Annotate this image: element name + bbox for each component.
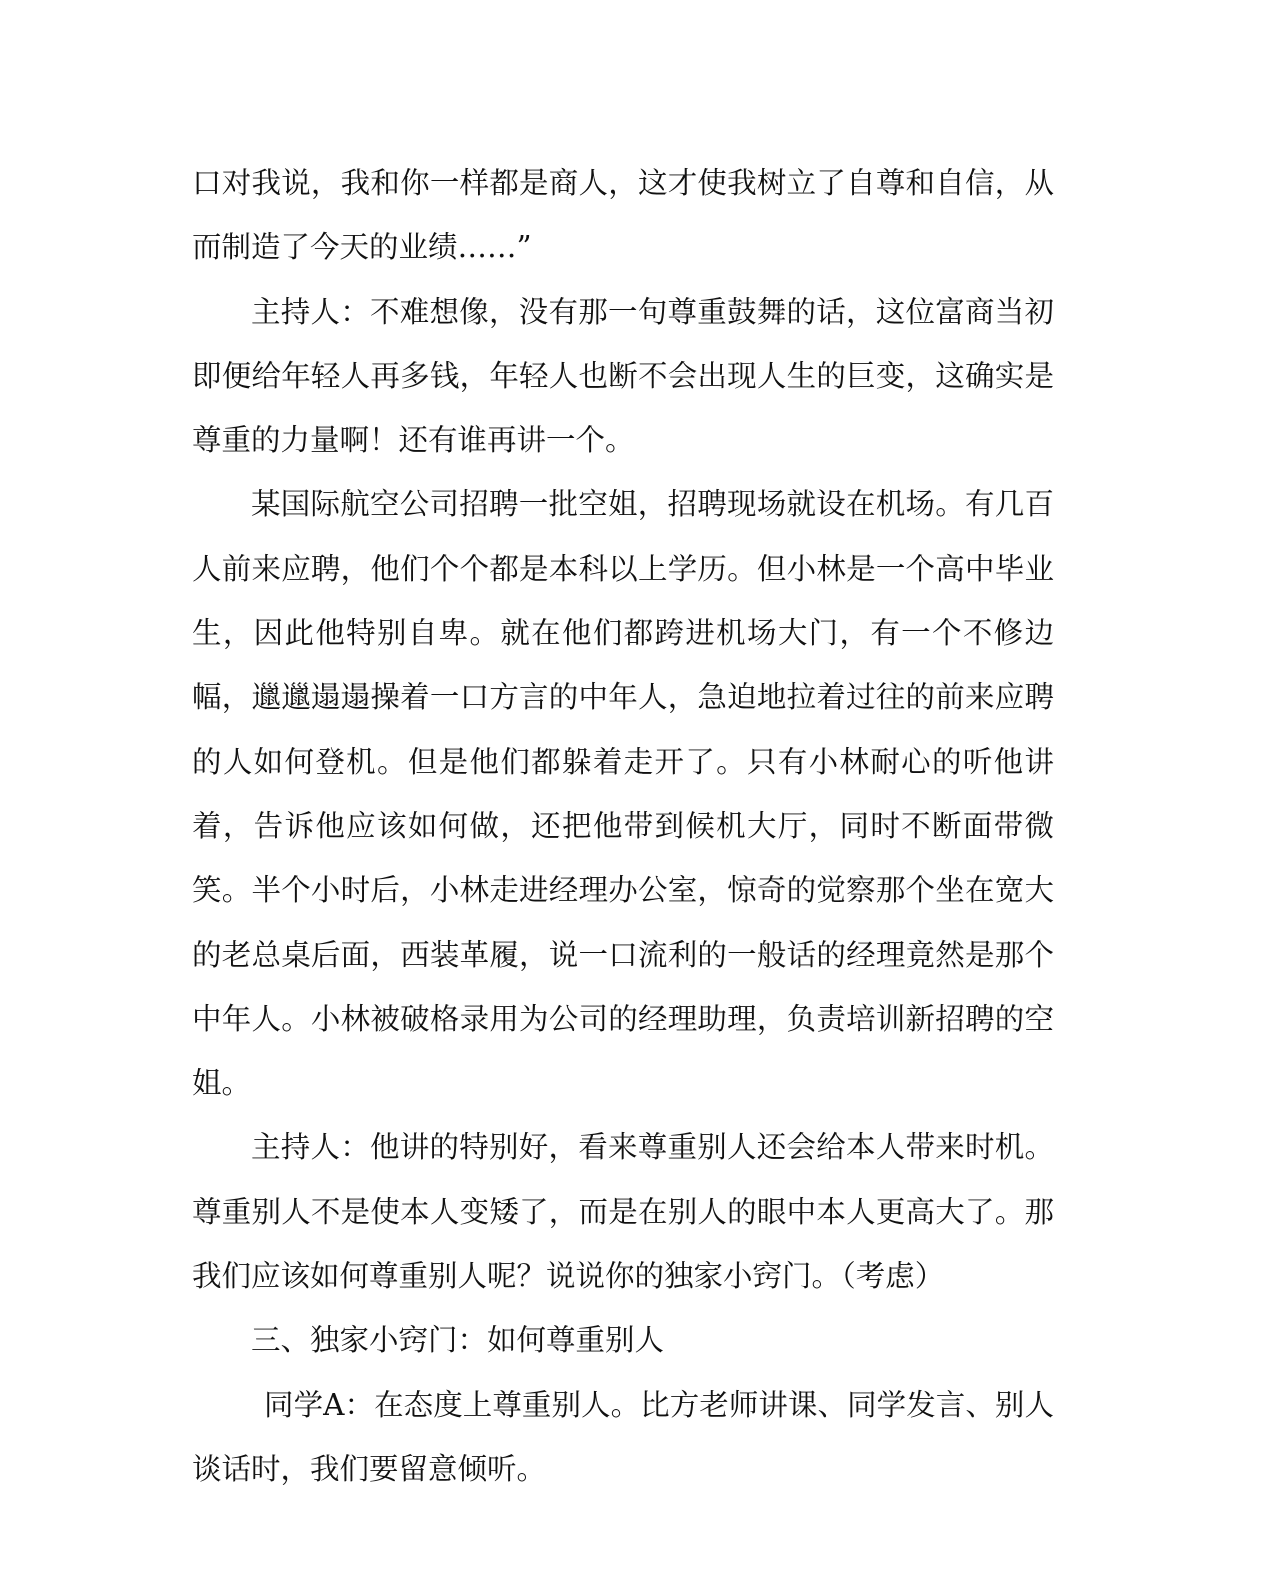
paragraph-student-a: 同学A：在态度上尊重别人。比方老师讲课、同学发言、别人谈话时，我们要留意倾听。 [192, 1387, 1054, 1486]
document-body [192, 151, 1054, 1501]
paragraph-host-remark-2: 主持人：他讲的特别好，看来尊重别人还会给本人带来时机。尊重别人不是使本人变矮了，而是在别人的眼中本人更高大了。那我们应该如何尊重别人呢？说说你的独家小窍门。（考虑） [192, 1130, 1054, 1294]
section-heading: 三、独家小窍门：如何尊重别人 [251, 1323, 665, 1358]
paragraph-host-remark-1: 主持人：不难想像，没有那一句尊重鼓舞的话，这位富商当初即便给年轻人再多钱，年轻人也断不会出现人生的巨变，这确实是尊重的力量啊！还有谁再讲一个。 [192, 294, 1054, 458]
paragraph-airline-story: 某国际航空公司招聘一批空姐，招聘现场就设在机场。有几百人前来应聘，他们个个都是本科以上学历。但小林是一个高中毕业生，因此他特别自卑。就在他们都跨进机场大门，有一个不修边幅，邋邋遢遢操着一口方言的中年人，急迫地拉着过往的前来应聘的人如何登机。但是他们都躲着走开了。只有小林耐心的听他讲着，告诉他应该如何做，还把他带到候机大厅，同时不断面带微笑。半个小时后，小林走进经理办公室，惊奇的觉察那个坐在宽大的老总桌后面，西装革履，说一口流利的一般话的经理竟然是那个中年人。小林被破格录用为公司的经理助理，负责培训新招聘的空姐。 [192, 487, 1054, 1101]
paragraph-continuation: 口对我说，我和你一样都是商人，这才使我树立了自尊和自信，从而制造了今天的业绩……” [192, 166, 1054, 265]
